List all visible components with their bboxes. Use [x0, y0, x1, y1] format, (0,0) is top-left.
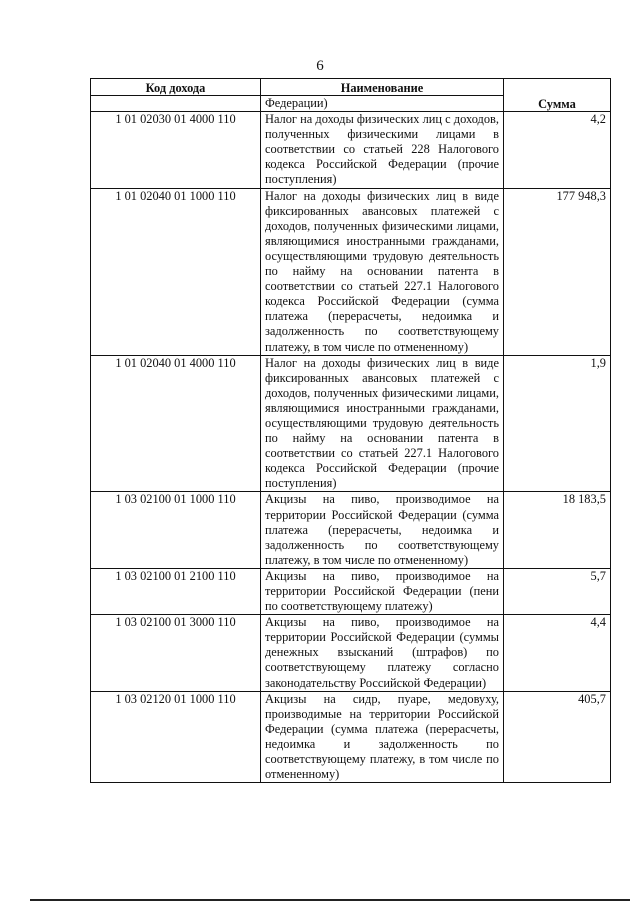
header-code: Код дохода — [91, 79, 261, 96]
table-row — [91, 355, 611, 492]
name-cell: Акцизы на пиво, производимое на территории Российской Федерации (пени по соответствующему платежу) — [261, 568, 504, 614]
header-name: Наименование — [261, 79, 504, 96]
table-body — [91, 112, 611, 783]
page-number: 6 — [316, 58, 324, 74]
amount-cell: 177 948,3 — [504, 188, 611, 355]
header-amount: Сумма — [504, 79, 611, 112]
code-cell: 1 03 02100 01 3000 110 — [91, 615, 261, 691]
name-cell: Налог на доходы физических лиц с доходов, полученных физическими лицами в соответствии со статьей 228 Налогового кодекса Российской Федерации (прочие поступления) — [261, 112, 504, 188]
table-header-row — [91, 79, 611, 96]
code-cell: 1 01 02040 01 1000 110 — [91, 188, 261, 355]
table-row — [91, 568, 611, 614]
amount-cell: 4,2 — [504, 112, 611, 188]
name-cell: Налог на доходы физических лиц в виде фиксированных авансовых платежей с доходов, полученных физическими лицами, являющимися иностранными гражданами, осуществляющими трудовую деятельность по найму на основании патента в соответствии со статьей 227.1 Налогового кодекса Российской Федерации (сумма платежа (перерасчеты, недоимка и задолженность по соответствующему платежу, в том числе по отмененному) — [261, 188, 504, 355]
table-row — [91, 492, 611, 568]
revenue-table — [90, 78, 611, 783]
amount-cell: 405,7 — [504, 691, 611, 783]
name-cell: Налог на доходы физических лиц в виде фиксированных авансовых платежей с доходов, полученных физическими лицами, являющимися иностранными гражданами, осуществляющими трудовую деятельность по найму на основании патента в соответствии со статьей 227.1 Налогового кодекса Российской Федерации (прочие поступления) — [261, 355, 504, 492]
name-cell: Акцизы на пиво, производимое на территории Российской Федерации (суммы денежных взысканий (штрафов) по соответствующему платежу согласно законодательству Российской Федерации) — [261, 615, 504, 691]
name-cell: Акцизы на пиво, производимое на территории Российской Федерации (сумма платежа (перерасчеты, недоимка и задолженность по соответствующему платежу, в том числе по отмененному) — [261, 492, 504, 568]
table-row — [91, 112, 611, 188]
amount-cell: 4,4 — [504, 615, 611, 691]
table-row — [91, 188, 611, 355]
table-row — [91, 615, 611, 691]
scan-edge-line — [30, 899, 630, 901]
table-row — [91, 691, 611, 783]
continued-code-cell — [91, 96, 261, 112]
code-cell: 1 01 02040 01 4000 110 — [91, 355, 261, 492]
code-cell: 1 01 02030 01 4000 110 — [91, 112, 261, 188]
code-cell: 1 03 02120 01 1000 110 — [91, 691, 261, 783]
amount-cell: 5,7 — [504, 568, 611, 614]
amount-cell: 18 183,5 — [504, 492, 611, 568]
continued-name-cell: Федерации) — [261, 96, 504, 112]
amount-cell: 1,9 — [504, 355, 611, 492]
name-cell: Акцизы на сидр, пуаре, медовуху, производимые на территории Российской Федерации (сумма платежа (перерасчеты, недоимка и задолженность по соответствующему платежу, в том числе по отмененному) — [261, 691, 504, 783]
code-cell: 1 03 02100 01 2100 110 — [91, 568, 261, 614]
code-cell: 1 03 02100 01 1000 110 — [91, 492, 261, 568]
